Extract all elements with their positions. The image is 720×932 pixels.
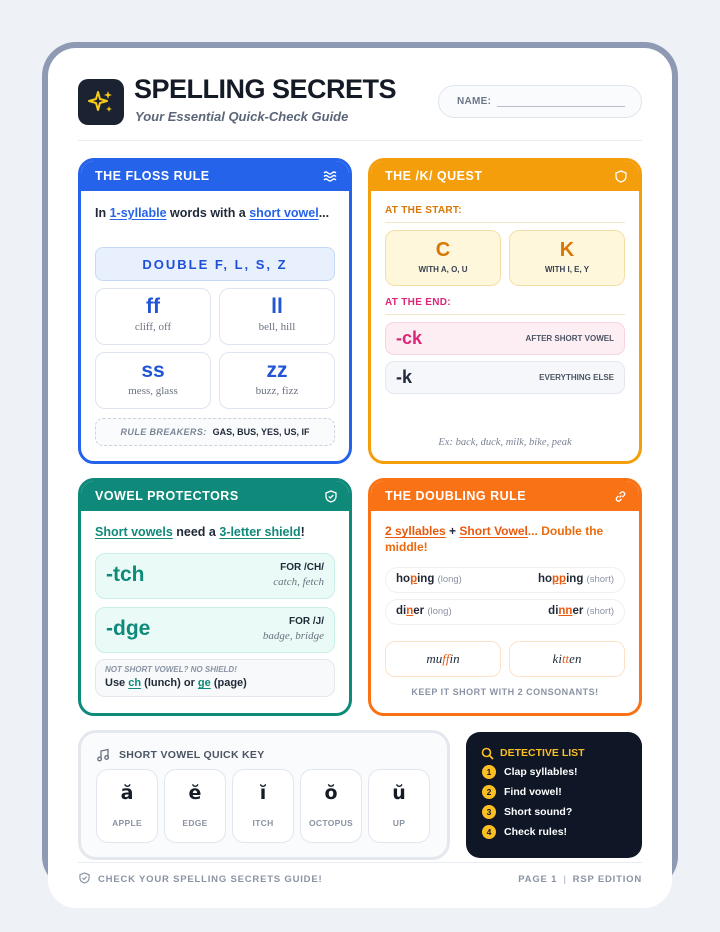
k-examples: Ex: back, duck, milk, bike, peak [438,437,572,448]
detective-item: 3 Short sound? [482,805,572,819]
music-note-icon [96,748,110,762]
detective-item: 2 Find vowel! [482,785,562,799]
shield-check-icon [325,490,337,503]
floss-intro: In 1-syllable words with a short vowel... [95,206,330,220]
sparkles-icon [87,88,115,116]
rule-breakers-words: GAS, BUS, YES, US, IF [212,427,310,437]
k-quest-card [368,158,642,464]
vowel-intro: Short vowels need a 3-letter shield! [95,525,305,539]
ending-k-row: -k EVERYTHING ELSE [385,361,625,394]
vowel-protectors-title: VOWEL PROTECTORS [95,489,239,503]
detective-list [466,732,642,858]
logo [78,79,124,125]
footer-message: CHECK YOUR SPELLING SECRETS GUIDE! [98,874,323,885]
vowel-tile-e: ĕ EDGE [164,769,226,843]
at-end-label: AT THE END: [385,297,451,308]
link-icon [614,490,627,503]
detective-item: 4 Check rules! [482,825,567,839]
floss-rule-header [81,161,349,191]
edition-label: RSP EDITION [572,874,642,885]
double-fllsz-banner: DOUBLE F, L, S, Z [95,247,335,281]
keep-short-note: KEEP IT SHORT WITH 2 CONSONANTS! [411,687,599,697]
floss-pair-ff: ff cliff, off [95,288,211,345]
at-start-label: AT THE START: [385,205,462,216]
waves-icon [323,170,337,182]
k-tile-k: K WITH I, E, Y [509,230,625,286]
k-quest-header [371,161,639,191]
rule-breakers-label: RULE BREAKERS: [120,427,207,437]
vowel-tile-o: ŏ OCTOPUS [300,769,362,843]
floss-rule-card [78,158,352,464]
quick-key-title: SHORT VOWEL QUICK KEY [119,749,265,761]
hoping-hopping-row: hoping (long) hopping (short) [385,567,625,593]
ending-ck-row: -ck AFTER SHORT VOWEL [385,322,625,355]
short-vowel-quick-key [78,730,450,860]
magnifier-icon [481,747,494,760]
word-muffin: muffin [385,641,501,677]
name-field[interactable] [438,85,642,118]
name-label: NAME: [457,96,492,107]
detective-title: DETECTIVE LIST [500,747,585,759]
vowel-protectors-header [81,481,349,511]
one-syllable-link: 1-syllable [109,206,167,220]
footer-divider [78,862,642,863]
detective-item: 1 Clap syllables! [482,765,578,779]
at-end-divider [385,314,625,315]
k-tile-c: C WITH A, O, U [385,230,501,286]
word-kitten: kitten [509,641,625,677]
shield-icon [615,170,627,183]
floss-rule-title: THE FLOSS RULE [95,169,210,183]
page-subtitle: Your Essential Quick-Check Guide [135,109,349,124]
short-vowel-link-2: Short Vowel [459,524,528,538]
worksheet [48,48,672,908]
three-letter-shield-link: 3-letter shield [219,525,301,539]
doubling-rule-title: THE DOUBLING RULE [385,489,527,503]
shield-check-icon [79,872,90,884]
at-start-divider [385,222,625,223]
floss-pair-zz: zz buzz, fizz [219,352,335,409]
no-shield-note: NOT SHORT VOWEL? NO SHIELD! Use ch (lunch) or ge (page) [95,659,335,697]
diner-dinner-row: diner (long) dinner (short) [385,599,625,625]
doubling-rule-card [368,478,642,716]
k-quest-title: THE /K/ QUEST [385,169,483,183]
doubling-rule-header [371,481,639,511]
page-title: SPELLING SECRETS [134,74,397,104]
footer-page-info: PAGE 1 | RSP EDITION [518,874,642,885]
name-line [497,106,625,107]
vowel-tile-i: ĭ ITCH [232,769,294,843]
floss-pair-ll: ll bell, hill [219,288,335,345]
header-divider [78,140,642,141]
short-vowels-link: Short vowels [95,525,173,539]
ending-tch-row: -tch FOR /CH/ catch, fetch [95,553,335,599]
vowel-protectors-card [78,478,352,716]
page-number: PAGE 1 [518,874,558,885]
doubling-intro: 2 syllables + Short Vowel... Double the middle! [385,524,604,554]
vowel-tile-a: ă APPLE [96,769,158,843]
rule-breakers [95,418,335,446]
two-syllables-link: 2 syllables [385,524,446,538]
short-vowel-link: short vowel [249,206,319,220]
ending-dge-row: -dge FOR /J/ badge, bridge [95,607,335,653]
floss-pair-ss: ss mess, glass [95,352,211,409]
vowel-tile-u: ŭ UP [368,769,430,843]
